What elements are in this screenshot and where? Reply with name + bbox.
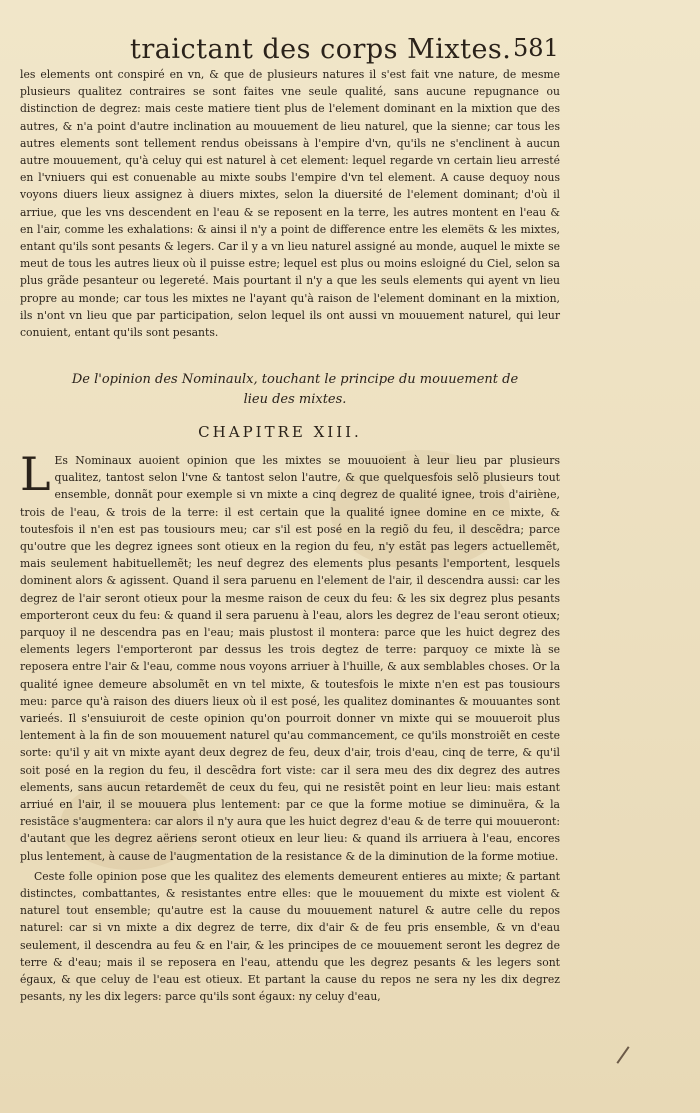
chapter-label: CHAPITRE XIII. [198, 423, 362, 441]
paragraph [20, 447, 560, 865]
paragraph: les elements ont conspiré en vn, & que de plusieurs natures il s'est fait vne nature, de mesme plusieurs qualitez contraires se sont faites vne seule qualité, sans aucune repugnance ou distinction de degrez: mais ceste matiere tient plus de l'element dominant en la mixtion que des autres, & n'a point d'autre inclination au mouuement de lieu naturel, que la sienne; car tous les autres elements sont tellement rendus obeissans à l'empire d'vn, qu'ils ne s'enclinent à aucun autre mouuement, qu'à celuy qui est naturel à cet element: lequel regarde vn certain lieu arresté en l'vniuers qui est conuenable au mixte soubs l'empire d'vn tel element. A cause dequoy nous voyons diuers lieux assignez à diuers mixtes, selon la diuersité de l'element dominant; d'où il arriue, que les vns descendent en l'eau & se reposent en la terre, les autres montent en l'eau & en l'air, comme les exhalations: & ainsi il n'y a point de difference entre les elemëts & les mixtes, entant qu'ils sont pesants & legers. Car il y a vn lieu naturel assigné au monde, auquel le mixte se meut de tous les autres lieux où il puisse estre; lequel est plus ou moins esloigné du Ciel, selon sa plus grãde pesanteur ou legereté. Mais pourtant il n'y a que les seuls elements qui ayent vn lieu propre au monde; car tous les mixtes ne l'ayant qu'à raison de l'element dominant en la mixtion, ils n'ont vn lieu que par participation, selon lequel ils ont aussi vn mouuement naturel, qui leur conuient, entant qu'ils sont pesants. [20, 68, 560, 340]
paragraph-text: Es Nominaux auoient opinion que les mixtes se mouuoient à leur lieu par plusieurs qualitez, tantost selon l'vne & tantost selon l'autre, & que quelquesfois selõ plusieurs tout ensemble, donnãt pour exemple si vn mixte a cinq degrez de qualité ignee, trois d'airiène, trois de l'eau, & trois de la terre: il est certain que la qualité ignee domine en ce mixte, & toutesfois il n'en est pas tousiours meu; car s'il est posé en la regiõ du feu, il descẽdra; parce qu'outre que les degrez ignees sont otieux en la region du feu, n'y estãt pas legers actuellemẽt, mais seulement habituellemẽt; les neuf degrez des elements plus pesants l'emportent, lesquels dominent alors & agissent. Quand il sera paruenu en l'element de l'air, il descendra aussi: car les degrez de l'air seront otieux pour la mesme raison de ceux du feu: & les six degrez plus pesants emporteront ceux du feu: & quand il sera paruenu à l'eau, alors les degrez de l'eau seront otieux; parquoy il ne descendra pas en l'eau; mais plustost il montera: parce que les huict degrez des elements legers l'emporteront par dessus les trois degtez de terre: parquoy ce mixte là se reposera entre l'air & l'eau, comme nous voyons arriuer à l'huille, & aux semblables choses. Or la qualité ignee demeure absolumẽt en vn tel mixte, & toutesfois le mixte n'en est pas tousiours meu: parce qu'à raison des diuers lieux où il est posé, les qualitez dominantes & mouuantes sont varieés. Il s'ensuiuroit de ceste opinion qu'on pourroit donner vn mixte qui se mouueroit plus lentement à la fin de son mouuement naturel qu'au commancement, ce qu'ils monstroiẽt en ceste sorte: qu'il y ait vn mixte ayant deux degrez de feu, deux d'air, trois d'eau, cinq de terre, & qu'il soit posé en la region du feu, il descẽdra fort viste: car il sera meu des dix degrez des autres elements, sans aucun retardemẽt de ceux du feu, qui ne resistẽt point en leur lieu: mais estant arriué en l'air, il se mouuera plus lentement: par ce que la forme motiue se diminuëra, & la resistãce s'augmentera: car alors il n'y aura que les huict degrez d'eau & de terre qui mouueront: d'autant que les degrez aëriens seront otieux en leur lieu: & quand ils arriuera à l'eau, encores plus lentement, à cause de l'augmentation de la resistance & de la diminution de la forme motiue. [20, 454, 560, 863]
page-number: 581 [513, 34, 559, 62]
body-text-continued [20, 66, 560, 366]
drop-cap: L [20, 447, 51, 501]
section-heading: De l'opinion des Nominaulx, touchant le principe du mouuement de lieu des mixtes. [71, 372, 519, 407]
pen-mark [616, 1046, 629, 1064]
running-title: traictant des corps Mixtes. [130, 34, 512, 65]
chapter-body [20, 447, 560, 1077]
paragraph: Ceste folle opinion pose que les qualitez des elements demeurent entieres au mixte; & partant distinctes, combattantes, & resistantes entre elles: que le mouuement du mixte est violent & naturel tout ensemble; qu'autre est la cause du mouuement naturel & autre celle du repos naturel: car si vn mixte a dix degrez de terre, dix d'air & de feu pris ensemble, & vn d'eau seulement, il descendra au feu & en l'air, & les principes de ce mouuement seront les degrez de terre & d'eau; mais il se reposera en l'eau, attendu que les degrez pesants & les legers sont égaux, & que celuy de l'eau est otieux. Et partant la cause du repos ne sera ny les dix degrez pesants, ny les dix legers: parce qu'ils sont égaux: ny celuy d'eau, [20, 869, 560, 1004]
